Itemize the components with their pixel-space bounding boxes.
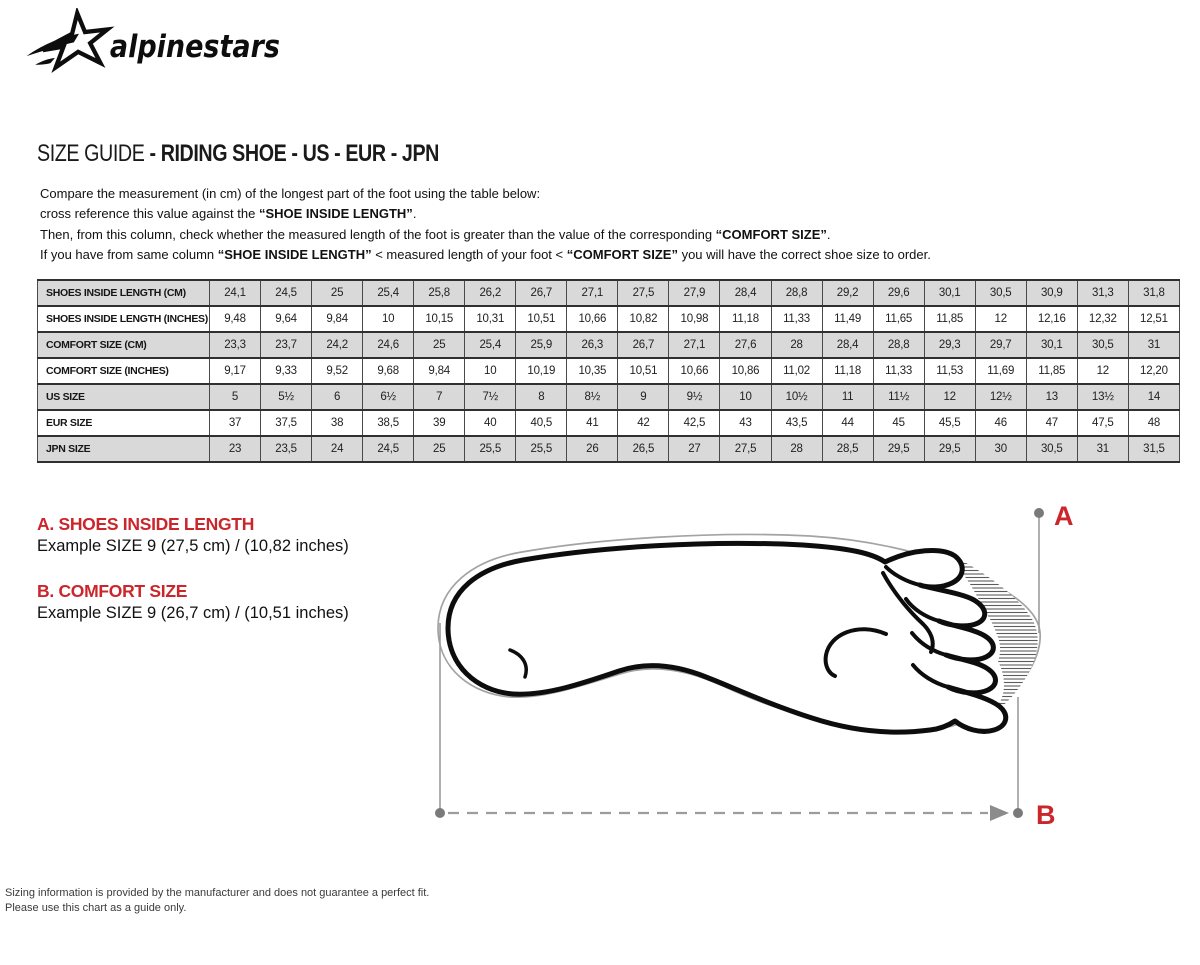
foot-outline xyxy=(448,543,1006,732)
size-cell: 11,49 xyxy=(822,306,873,332)
size-cell: 47 xyxy=(1026,410,1077,436)
size-cell: 43,5 xyxy=(771,410,822,436)
size-cell: 9,68 xyxy=(363,358,414,384)
size-cell: 30,9 xyxy=(1026,280,1077,306)
table-row xyxy=(38,410,1180,436)
size-cell: 29,3 xyxy=(924,332,975,358)
size-cell: 12 xyxy=(975,306,1026,332)
size-cell: 31,8 xyxy=(1128,280,1179,306)
size-cell: 37 xyxy=(210,410,261,436)
size-cell: 26,2 xyxy=(465,280,516,306)
size-cell: 25 xyxy=(312,280,363,306)
row-label: SHOES INSIDE LENGTH (INCHES) xyxy=(38,306,210,332)
size-cell: 26,7 xyxy=(516,280,567,306)
size-cell: 8 xyxy=(516,384,567,410)
size-cell: 6½ xyxy=(363,384,414,410)
size-cell: 7½ xyxy=(465,384,516,410)
legend-b-example: Example SIZE 9 (26,7 cm) / (10,51 inches) xyxy=(37,604,349,622)
size-cell: 42,5 xyxy=(669,410,720,436)
size-cell: 25,5 xyxy=(516,436,567,462)
row-label: US SIZE xyxy=(38,384,210,410)
size-cell: 27,1 xyxy=(669,332,720,358)
size-cell: 11,33 xyxy=(873,358,924,384)
row-label: COMFORT SIZE (CM) xyxy=(38,332,210,358)
footer-note-2: Please use this chart as a guide only. xyxy=(5,902,187,914)
diagram-label-a: A xyxy=(1054,501,1074,531)
size-cell: 29,7 xyxy=(975,332,1026,358)
size-cell: 27 xyxy=(669,436,720,462)
diagram-label-b: B xyxy=(1036,800,1056,830)
alpinestars-star-icon xyxy=(27,13,108,67)
size-cell: 10,86 xyxy=(720,358,771,384)
size-cell: 13 xyxy=(1026,384,1077,410)
size-cell: 28,4 xyxy=(720,280,771,306)
size-cell: 12½ xyxy=(975,384,1026,410)
size-cell: 30,5 xyxy=(1026,436,1077,462)
size-cell: 5½ xyxy=(261,384,312,410)
table-row xyxy=(38,358,1180,384)
foot-diagram xyxy=(420,485,1100,840)
size-cell: 24,5 xyxy=(363,436,414,462)
size-cell: 12,51 xyxy=(1128,306,1179,332)
legend-b-title: B. COMFORT SIZE xyxy=(37,581,188,601)
size-cell: 10 xyxy=(720,384,771,410)
size-cell: 9,52 xyxy=(312,358,363,384)
intro-line: Then, from this column, check whether the measured length of the foot is greater than the value of the corresponding “COMFORT SIZE”. xyxy=(40,226,831,242)
size-cell: 9,48 xyxy=(210,306,261,332)
intro-line: If you have from same column “SHOE INSIDE LENGTH” < measured length of your foot < “COMFORT SIZE” you will have the correct shoe size to order. xyxy=(40,246,931,262)
size-cell: 45,5 xyxy=(924,410,975,436)
size-cell: 28 xyxy=(771,436,822,462)
row-label: COMFORT SIZE (INCHES) xyxy=(38,358,210,384)
size-cell: 29,5 xyxy=(924,436,975,462)
size-cell: 13½ xyxy=(1077,384,1128,410)
size-cell: 43 xyxy=(720,410,771,436)
size-cell: 10 xyxy=(465,358,516,384)
size-cell: 5 xyxy=(210,384,261,410)
size-cell: 12 xyxy=(924,384,975,410)
size-cell: 11,33 xyxy=(771,306,822,332)
size-cell: 23 xyxy=(210,436,261,462)
size-cell: 11,02 xyxy=(771,358,822,384)
size-cell: 11,85 xyxy=(924,306,975,332)
arrowhead-icon xyxy=(990,805,1009,821)
size-cell: 24 xyxy=(312,436,363,462)
size-cell: 11 xyxy=(822,384,873,410)
size-cell: 25 xyxy=(414,332,465,358)
size-cell: 9,84 xyxy=(414,358,465,384)
intro-paragraph xyxy=(40,184,931,265)
size-cell: 45 xyxy=(873,410,924,436)
size-cell: 24,2 xyxy=(312,332,363,358)
size-cell: 25,8 xyxy=(414,280,465,306)
size-cell: 10,19 xyxy=(516,358,567,384)
size-cell: 23,7 xyxy=(261,332,312,358)
size-cell: 28 xyxy=(771,332,822,358)
size-cell: 10,66 xyxy=(669,358,720,384)
size-cell: 10,66 xyxy=(567,306,618,332)
table-row xyxy=(38,436,1180,462)
size-table xyxy=(37,279,1180,463)
page-title: SIZE GUIDE - RIDING SHOE - US - EUR - JPN xyxy=(37,140,439,167)
size-cell: 27,5 xyxy=(720,436,771,462)
row-label: SHOES INSIDE LENGTH (CM) xyxy=(38,280,210,306)
table-row xyxy=(38,384,1180,410)
size-cell: 31,5 xyxy=(1128,436,1179,462)
size-cell: 10,98 xyxy=(669,306,720,332)
size-cell: 39 xyxy=(414,410,465,436)
alpinestars-logo-svg xyxy=(24,8,286,75)
legend-a-example: Example SIZE 9 (27,5 cm) / (10,82 inches) xyxy=(37,537,349,555)
size-cell: 12,32 xyxy=(1077,306,1128,332)
size-cell: 24,1 xyxy=(210,280,261,306)
size-cell: 12 xyxy=(1077,358,1128,384)
size-cell: 11,69 xyxy=(975,358,1026,384)
size-cell: 14 xyxy=(1128,384,1179,410)
size-cell: 10,15 xyxy=(414,306,465,332)
size-cell: 42 xyxy=(618,410,669,436)
size-cell: 46 xyxy=(975,410,1026,436)
size-cell: 10,35 xyxy=(567,358,618,384)
size-cell: 48 xyxy=(1128,410,1179,436)
size-cell: 27,9 xyxy=(669,280,720,306)
size-cell: 11,85 xyxy=(1026,358,1077,384)
size-cell: 26,3 xyxy=(567,332,618,358)
intro-line: cross reference this value against the “SHOE INSIDE LENGTH”. xyxy=(40,206,417,222)
size-cell: 11½ xyxy=(873,384,924,410)
size-cell: 31 xyxy=(1077,436,1128,462)
size-cell: 29,2 xyxy=(822,280,873,306)
size-cell: 11,18 xyxy=(822,358,873,384)
size-cell: 31,3 xyxy=(1077,280,1128,306)
size-cell: 26,7 xyxy=(618,332,669,358)
row-label: JPN SIZE xyxy=(38,436,210,462)
size-cell: 26,5 xyxy=(618,436,669,462)
alpinestars-wordmark: alpinestars xyxy=(109,28,280,65)
size-cell: 30 xyxy=(975,436,1026,462)
size-cell: 9,84 xyxy=(312,306,363,332)
size-cell: 9 xyxy=(618,384,669,410)
size-cell: 8½ xyxy=(567,384,618,410)
table-row xyxy=(38,332,1180,358)
size-cell: 47,5 xyxy=(1077,410,1128,436)
alpinestars-logo xyxy=(24,8,286,80)
row-label: EUR SIZE xyxy=(38,410,210,436)
size-cell: 38,5 xyxy=(363,410,414,436)
size-cell: 27,5 xyxy=(618,280,669,306)
size-cell: 41 xyxy=(567,410,618,436)
size-cell: 30,1 xyxy=(924,280,975,306)
size-cell: 10½ xyxy=(771,384,822,410)
size-cell: 25,9 xyxy=(516,332,567,358)
footer-note-1: Sizing information is provided by the manufacturer and does not guarantee a perfect fit. xyxy=(5,887,430,899)
size-cell: 40 xyxy=(465,410,516,436)
table-row xyxy=(38,306,1180,332)
size-cell: 9,33 xyxy=(261,358,312,384)
size-cell: 25 xyxy=(414,436,465,462)
size-cell: 9,64 xyxy=(261,306,312,332)
size-cell: 28,8 xyxy=(873,332,924,358)
size-cell: 26 xyxy=(567,436,618,462)
foot-diagram-svg xyxy=(420,485,1100,835)
legend-a-title: A. SHOES INSIDE LENGTH xyxy=(37,514,255,534)
intro-line: Compare the measurement (in cm) of the longest part of the foot using the table below: xyxy=(40,186,541,201)
size-cell: 10,31 xyxy=(465,306,516,332)
size-cell: 28,8 xyxy=(771,280,822,306)
size-cell: 29,5 xyxy=(873,436,924,462)
size-cell: 10,82 xyxy=(618,306,669,332)
size-cell: 25,4 xyxy=(465,332,516,358)
size-cell: 37,5 xyxy=(261,410,312,436)
size-cell: 11,18 xyxy=(720,306,771,332)
size-cell: 25,5 xyxy=(465,436,516,462)
size-cell: 10 xyxy=(363,306,414,332)
size-cell: 7 xyxy=(414,384,465,410)
size-cell: 27,6 xyxy=(720,332,771,358)
size-cell: 9,17 xyxy=(210,358,261,384)
size-cell: 28,5 xyxy=(822,436,873,462)
size-cell: 10,51 xyxy=(516,306,567,332)
size-cell: 12,20 xyxy=(1128,358,1179,384)
size-cell: 9½ xyxy=(669,384,720,410)
table-row xyxy=(38,280,1180,306)
size-cell: 11,53 xyxy=(924,358,975,384)
size-cell: 44 xyxy=(822,410,873,436)
size-cell: 24,5 xyxy=(261,280,312,306)
size-cell: 6 xyxy=(312,384,363,410)
size-cell: 11,65 xyxy=(873,306,924,332)
size-cell: 23,3 xyxy=(210,332,261,358)
size-cell: 31 xyxy=(1128,332,1179,358)
size-cell: 30,5 xyxy=(975,280,1026,306)
size-cell: 38 xyxy=(312,410,363,436)
size-cell: 29,6 xyxy=(873,280,924,306)
size-cell: 40,5 xyxy=(516,410,567,436)
size-cell: 10,51 xyxy=(618,358,669,384)
size-cell: 24,6 xyxy=(363,332,414,358)
size-cell: 30,1 xyxy=(1026,332,1077,358)
size-cell: 23,5 xyxy=(261,436,312,462)
size-cell: 25,4 xyxy=(363,280,414,306)
size-cell: 30,5 xyxy=(1077,332,1128,358)
size-cell: 28,4 xyxy=(822,332,873,358)
size-cell: 27,1 xyxy=(567,280,618,306)
size-cell: 12,16 xyxy=(1026,306,1077,332)
